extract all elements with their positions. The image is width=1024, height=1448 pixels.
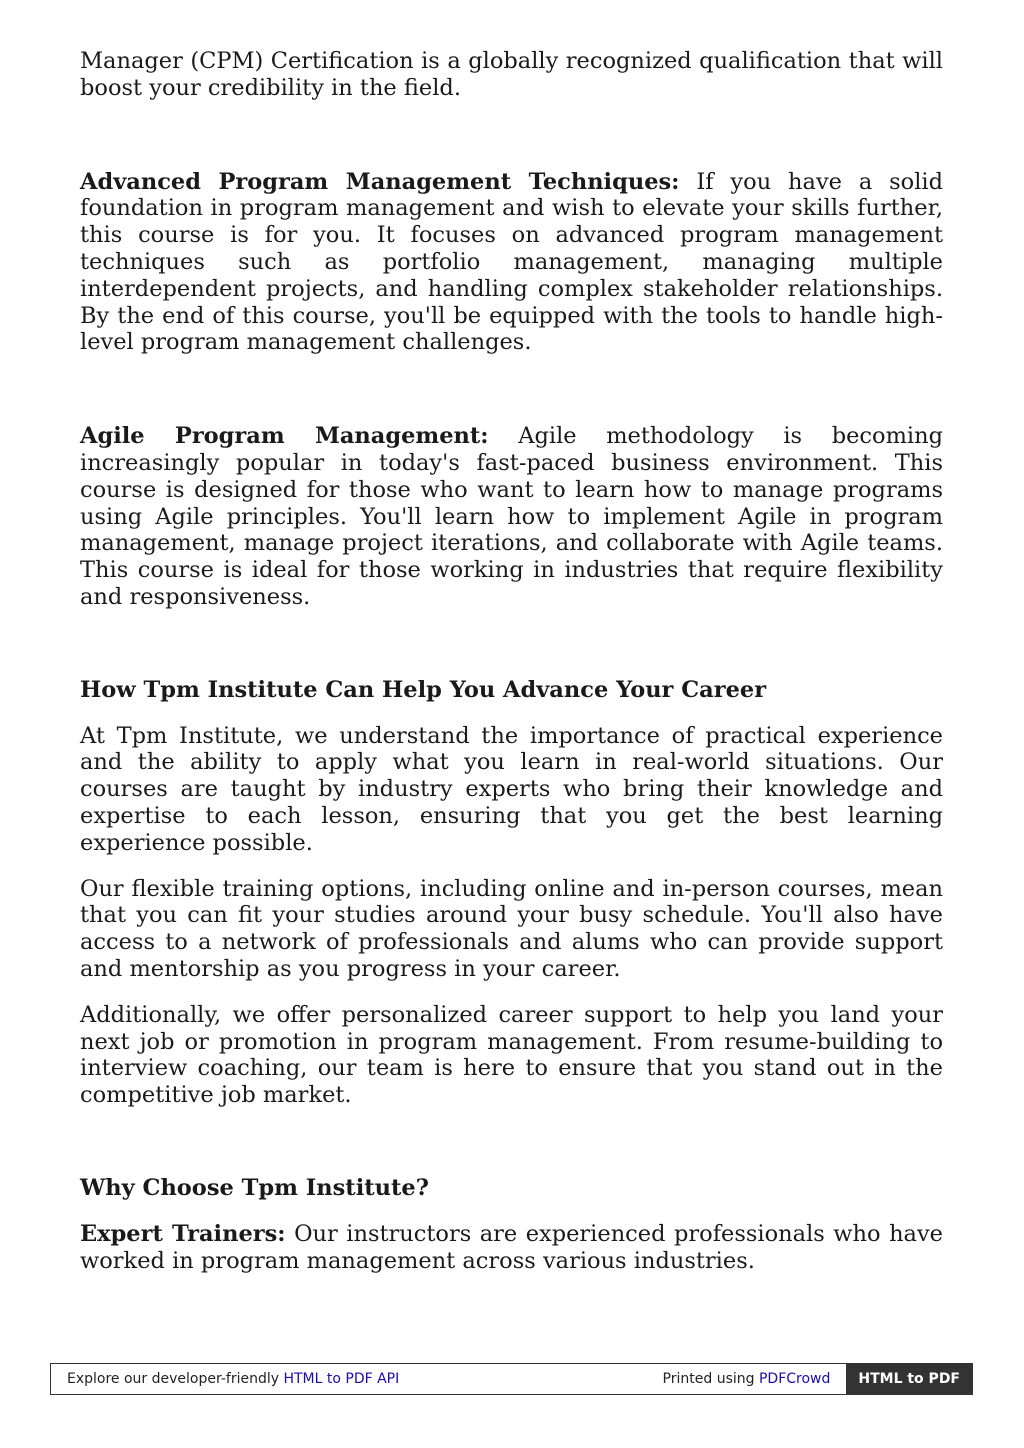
pdfcrowd-link[interactable]: PDFCrowd <box>758 1371 831 1387</box>
career-heading: How Tpm Institute Can Help You Advance Your Career <box>80 676 767 703</box>
why-heading: Why Choose Tpm Institute? <box>80 1174 429 1201</box>
html-to-pdf-api-link[interactable]: HTML to PDF API <box>283 1371 400 1387</box>
footer-explore <box>51 1371 663 1387</box>
html-to-pdf-badge[interactable]: HTML to PDF <box>846 1364 972 1394</box>
advanced-paragraph <box>80 169 943 357</box>
agile-text: Agile methodology is becoming increasingly popular in today's fast-paced business environment. This course is designed for those who want to learn how to manage programs using Agile principles. You'll learn how to implement Agile in program management, manage project iterations, and collaborate with Agile teams. This course is ideal for those working in industries that require flexibility and responsiveness. <box>80 423 944 610</box>
intro-tail-paragraph: Manager (CPM) Certification is a globally recognized qualification that will boost your credibility in the field. <box>80 48 943 101</box>
footer-printed-text: Printed using <box>662 1371 759 1387</box>
trainers-label: Expert Trainers: <box>80 1220 286 1247</box>
document-body <box>80 48 943 1274</box>
agile-label: Agile Program Management: <box>80 423 489 450</box>
advanced-text: If you have a solid foundation in program management and wish to elevate your skills further, this course is for you. It focuses on advanced program management techniques such as portfolio management, managing multiple interdependent projects, and handling complex stakeholder relationships. By the end of this course, you'll be equipped with the tools to handle high-level program management challenges. <box>80 168 943 356</box>
pdfcrowd-footer <box>50 1363 973 1395</box>
advanced-label: Advanced Program Management Techniques: <box>80 168 680 195</box>
footer-explore-text: Explore our developer-friendly <box>67 1371 284 1387</box>
career-paragraph-3: Additionally, we offer personalized career support to help you land your next job or promotion in program management. From resume-building to interview coaching, our team is here to ensure that you stand out in the competitive job market. <box>80 1001 943 1109</box>
career-paragraph-1: At Tpm Institute, we understand the importance of practical experience and the ability to apply what you learn in real-world situations. Our courses are taught by industry experts who bring their knowledge and expertise to each lesson, ensuring that you get the best learning experience possible. <box>80 722 943 856</box>
trainers-text: Our instructors are experienced professionals who have worked in program management across various industries. <box>80 1220 943 1274</box>
career-paragraph-2: Our flexible training options, including online and in-person courses, mean that you can fit your studies around your busy schedule. You'll also have access to a network of professionals and alums who can provide support and mentorship as you progress in your career. <box>80 875 943 982</box>
trainers-paragraph <box>80 1221 943 1275</box>
footer-printed <box>663 1371 847 1387</box>
agile-paragraph <box>80 423 943 611</box>
